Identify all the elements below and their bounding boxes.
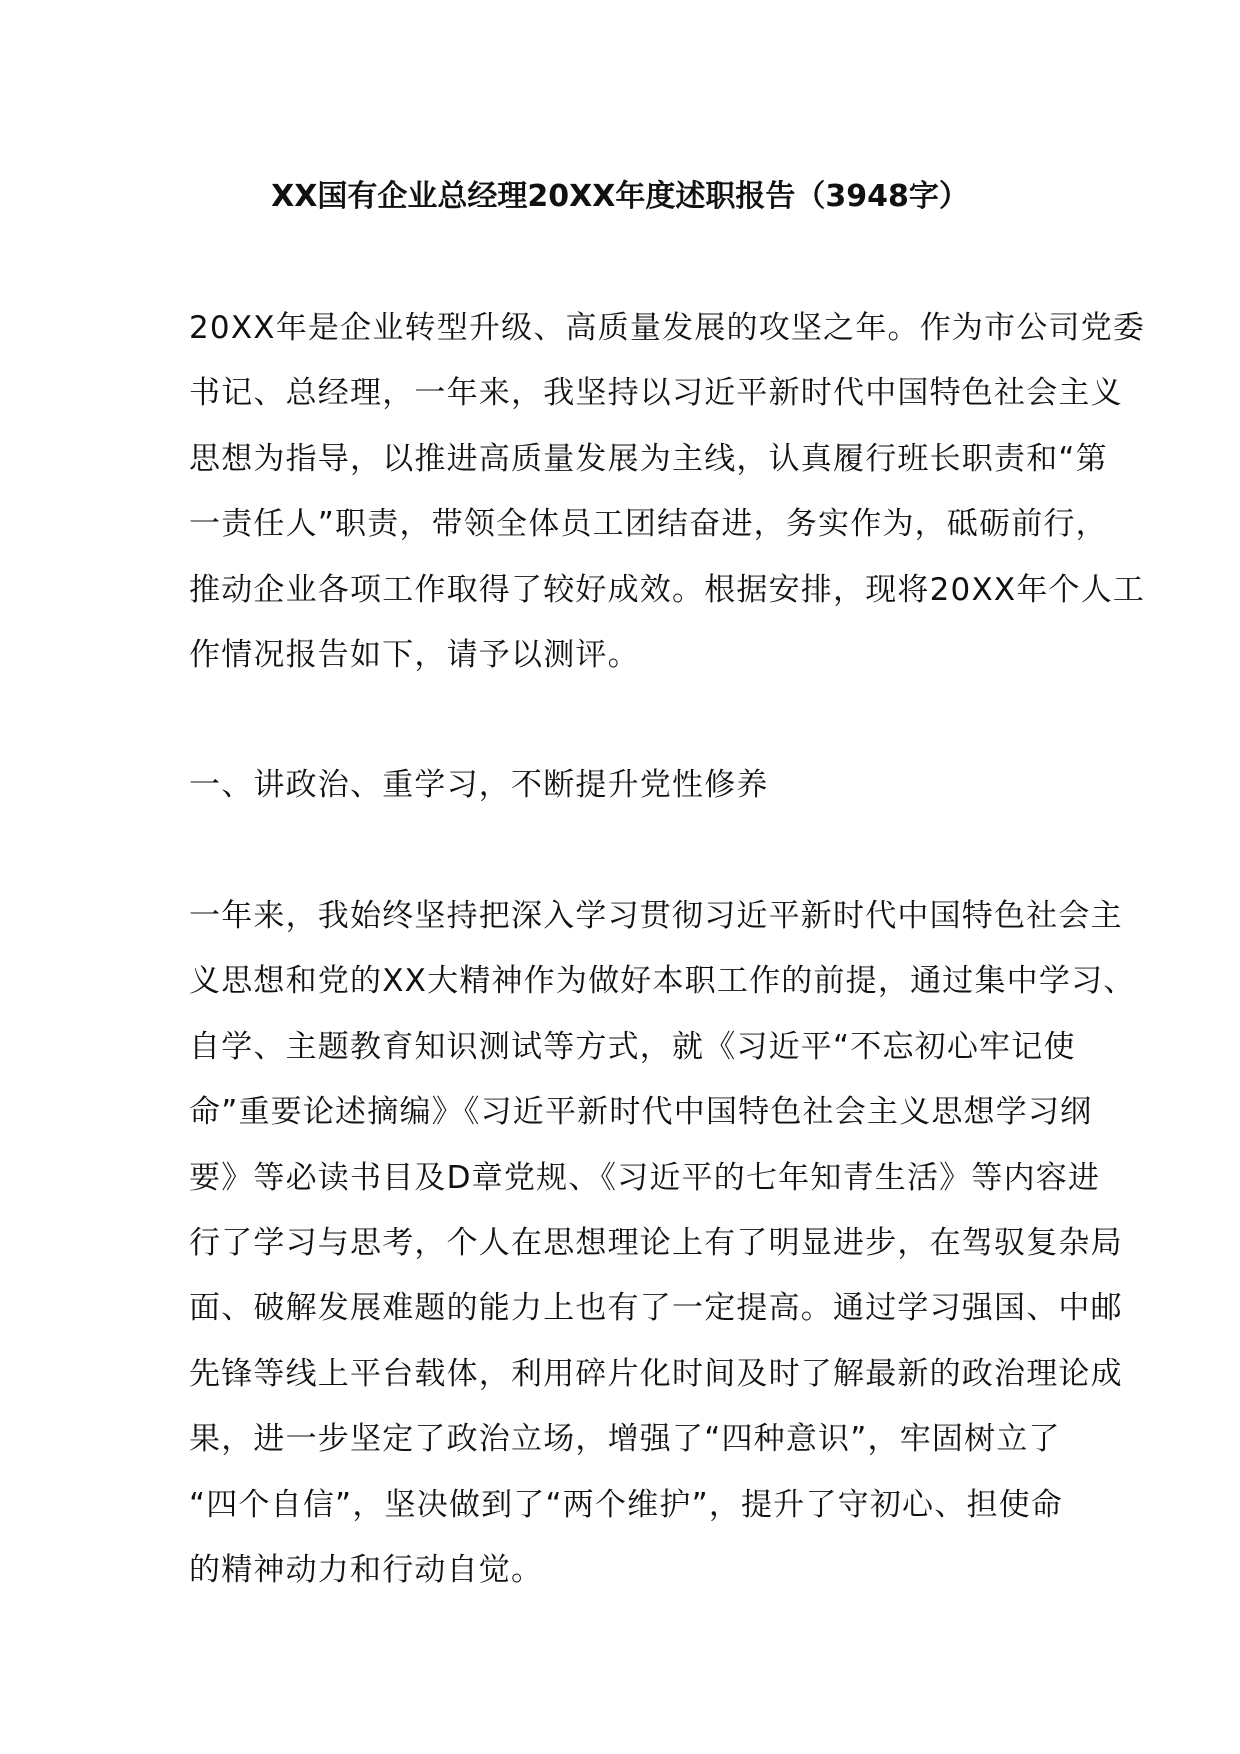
text-line: 作情况报告如下，请予以测评。 [189,636,640,673]
text-line: 一年来，我始终坚持把深入学习贯彻习近平新时代中国特色社会主 [189,898,1123,934]
text-line: 义思想和党的XX大精神作为做好本职工作的前提，通过集中学习、 [189,963,1136,1000]
text-line: 思想为指导，以推进高质量发展为主线，认真履行班长职责和“第 [189,440,1108,477]
section-heading [189,753,1069,818]
text-line: 的精神动力和行动自觉。 [189,1551,544,1588]
text-line: 20XX年是企业转型升级、高质量发展的攻坚之年。作为市公司党委 [189,310,1146,346]
text-line: 要》等必读书目及D章党规、《习近平的七年知青生活》等内容进 [189,1159,1101,1196]
document-title: XX国有企业总经理20XX年度述职报告（3948字） [271,179,969,214]
text-line: 行了学习与思考，个人在思想理论上有了明显进步，在驾驭复杂局 [189,1224,1123,1261]
text-line: 面、破解发展难题的能力上也有了一定提高。通过学习强国、中邮 [189,1290,1123,1327]
section-paragraph [189,884,1136,1603]
heading-text: 一、讲政治、重学习，不断提升党性修养 [189,767,769,803]
text-line: 命”重要论述摘编》《习近平新时代中国特色社会主义思想学习纲 [189,1094,1093,1131]
text-line: 一责任人”职责，带领全体员工团结奋进，务实作为，砥砺前行， [189,506,1108,543]
text-line: 推动企业各项工作取得了较好成效。根据安排，现将20XX年个人工 [189,571,1146,608]
text-line: 书记、总经理，一年来，我坚持以习近平新时代中国特色社会主义 [189,375,1123,412]
intro-paragraph [189,296,1146,688]
text-line: 果，进一步坚定了政治立场，增强了“四种意识”，牢固树立了 [189,1421,1061,1458]
text-line: 先锋等线上平台载体，利用碎片化时间及时了解最新的政治理论成 [189,1355,1123,1392]
text-line: 自学、主题教育知识测试等方式，就《习近平“不忘初心牢记使 [189,1028,1076,1065]
text-line: “四个自信”，坚决做到了“两个维护”，提升了守初心、担使命 [189,1486,1064,1523]
